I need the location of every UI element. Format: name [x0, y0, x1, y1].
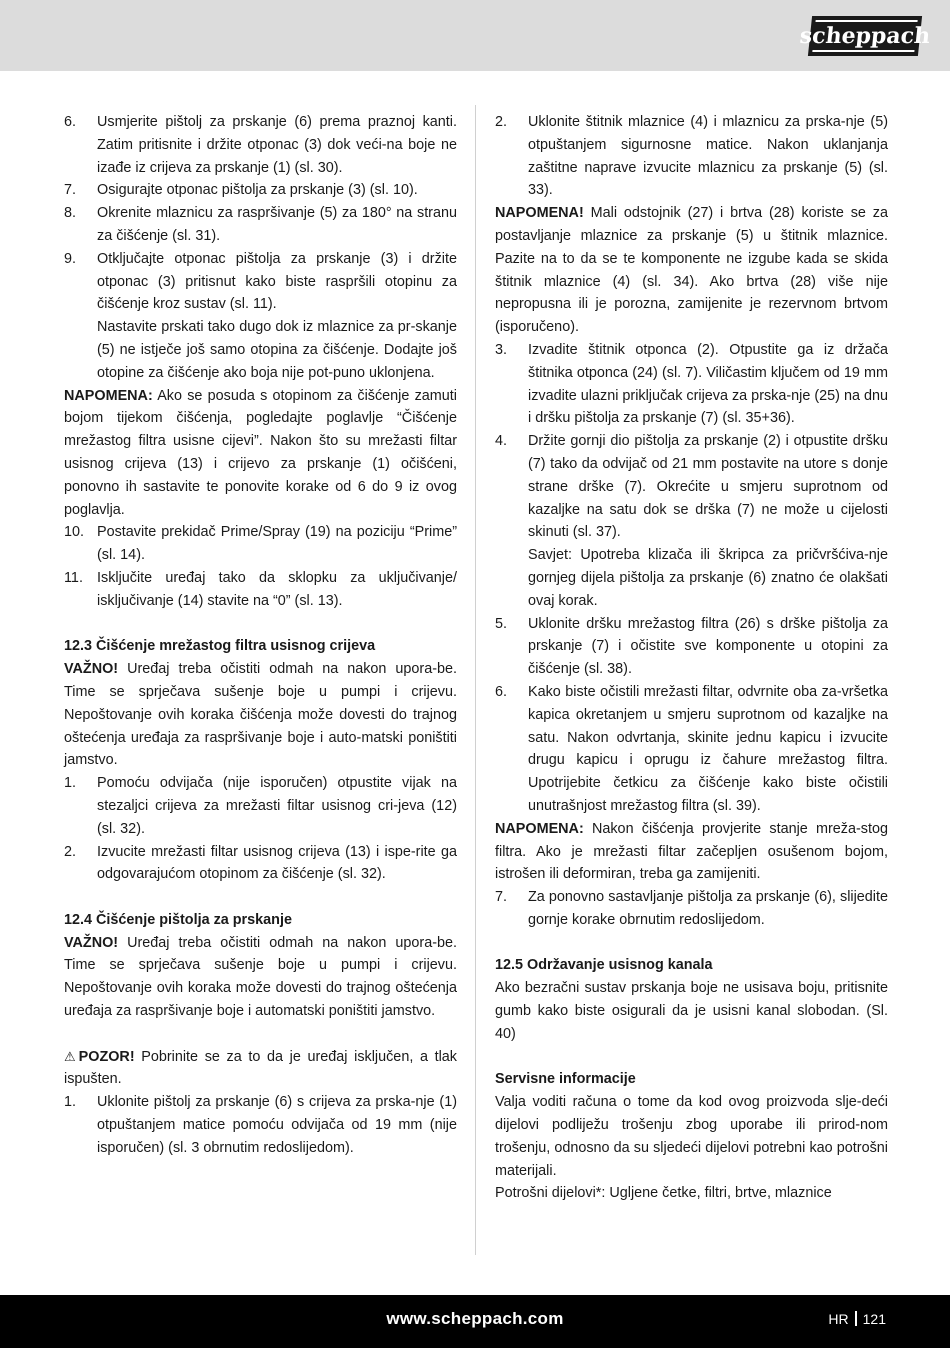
- important-paragraph: [64, 658, 457, 772]
- item-text: Otključajte otponac pištolja za prskanje (3) i držite otponac (3) pritisnut kako biste raspršili otopinu za čišćenje kroz sustav (sl. 11).: [97, 250, 457, 313]
- caution-paragraph: [64, 1046, 457, 1092]
- item-text: Uklonite dršku mrežastog filtra (26) s drške pištolja za prskanje (7) i očistite sve komponente u otopini za čišćenje (sl. 38).: [528, 615, 888, 678]
- item-number: 9.: [64, 250, 77, 267]
- note-text: Nakon čišćenja provjerite stanje mreža-stog filtra. Ako je mrežasti filtar začepljen osušenom bojom, istrošen ili deformiran, treba ga zamijeniti.: [495, 820, 888, 883]
- item-text: Isključite uređaj tako da sklopku za uključivanje/ isključivanje (14) stavite na “0” (sl. 13).: [97, 569, 457, 609]
- item-text: Držite gornji dio pištolja za prskanje (2) i otpustite dršku (7) tako da odvijač od 21 mm postavite na utore s donje strane drške (7). Okrećite u smjeru suprotnom od kazaljke na satu dok se drška (7) ne može u cijelosti skinuti (sl. 37).: [528, 433, 888, 541]
- item-number: 11.: [64, 569, 83, 586]
- consumables-paragraph: Potrošni dijelovi*: Ugljene četke, filtri, brtve, mlaznice: [495, 1185, 832, 1202]
- list-item: [64, 111, 457, 179]
- spacer: [64, 1023, 457, 1046]
- item-text: Okrenite mlaznicu za raspršivanje (5) za 180° na stranu za čišćenje (sl. 31).: [97, 205, 457, 244]
- item-text: Za ponovno sastavljanje pištolja za prskanje (6), slijedite gornje korake obrnutim redoslijedom.: [528, 889, 888, 928]
- list-item: [64, 1091, 457, 1159]
- intake-paragraph: Ako bezračni sustav prskanja boje ne usisava boju, pritisnite gumb kako biste osigurali da je usisni kanal slobodan. (Sl. 40): [495, 980, 888, 1042]
- list-item: [495, 430, 888, 544]
- header-band: [0, 0, 950, 71]
- section-heading-12-3: 12.3 Čišćenje mrežastog filtra usisnog crijeva: [64, 638, 376, 655]
- item-text: Izvucite mrežasti filtar usisnog crijeva (13) i ispe-rite ga odgovarajućom otopinom za čišćenje (sl. 32).: [97, 843, 457, 883]
- note-paragraph: [495, 202, 888, 339]
- left-column: [64, 111, 457, 1160]
- note-label: NAPOMENA:: [495, 820, 584, 837]
- important-label: VAŽNO!: [64, 934, 119, 951]
- list-item: [495, 111, 888, 202]
- important-text: Uređaj treba očistiti odmah na nakon upora-be. Time se sprječava sušenje boje u pumpi i crijevu. Nepoštovanje ovih koraka može dovesti do trajnog oštećenja uređaja za raspršivanje boje i automatski poništiti jamstvo.: [64, 934, 457, 1020]
- list-item: [64, 567, 457, 613]
- note-label: NAPOMENA:: [64, 387, 153, 404]
- footer-bar: [0, 1295, 950, 1348]
- caution-label: POZOR!: [78, 1048, 135, 1065]
- item-text: Kako biste očistili mrežasti filtar, odvrnite oba za-vršetka kapica okretanjem u smjeru suprotnom od kazaljke na satu. Nakon odvrtanja, skinite jednu kapicu i izvucite drugu kapicu i oprugu iz čahure mrežastog filtra. Upotrijebite četkicu za čišćenje kako biste očistili unutrašnjost mrežastog filtra (sl. 39).: [528, 683, 888, 814]
- website-url: www.scheppach.com: [386, 1309, 564, 1328]
- separator: [855, 1311, 857, 1326]
- warning-icon: ⚠: [64, 1048, 76, 1064]
- item-number: 7.: [64, 182, 77, 199]
- caution-text: Pobrinite se za to da je uređaj isključen, a tlak ispušten.: [64, 1048, 457, 1088]
- item-number: 2.: [495, 114, 508, 130]
- note-text: Ako se posuda s otopinom za čišćenje zamuti bojom tijekom čišćenja, pogledajte poglavlje “Čišćenje mrežastog filtra usisne cijevi”. Nakon što su mrežasti filtar usisnog crijeva (13) i crijevo za prskanje (1) očišćeni, ponovno ih sastavite te ponovite korake od 6 do 9 iz ovog poglavlja.: [64, 387, 457, 518]
- section-heading-12-5: 12.5 Održavanje usisnog kanala: [495, 957, 713, 974]
- spacer: [495, 1046, 888, 1069]
- section-heading-service: Servisne informacije: [495, 1071, 636, 1088]
- note-label: NAPOMENA!: [495, 205, 584, 222]
- item-text: Pomoću odvijača (nije isporučen) otpustite vijak na stezaljci crijeva za mrežasti filtar usisnog cri-jeva (12) (sl. 32).: [97, 775, 457, 837]
- list-item: [64, 202, 457, 248]
- spacer: [64, 886, 457, 909]
- item-9-continuation: Nastavite prskati tako dugo dok iz mlaznice za pr-skanje (5) ne istječe još samo otopina za čišćenje. Dodajte još otopine za čišćenje ako boja nije pot-puno uklonjena.: [97, 319, 457, 381]
- item-4-tip: Savjet: Upotreba klizača ili škripca za pričvršćiva-nje gornjeg dijela pištolja za prskanje (6) znatno će olakšati ovaj korak.: [528, 547, 888, 609]
- right-column: [495, 111, 888, 1205]
- list-item: [64, 841, 457, 887]
- important-text: Uređaj treba očistiti odmah na nakon upora-be. Time se sprječava sušenje boje u pumpi i crijevu. Nepoštovanje ovih koraka čišćenja može dovesti do trajnog oštećenja uređaja za raspršivanje boje i auto-matski poništiti jamstvo.: [64, 661, 457, 769]
- spacer: [64, 613, 457, 636]
- item-text: Uklonite pištolj za prskanje (6) s crijeva za prska-nje (1) otpuštanjem matice pomoću odvijača od 19 mm (nije isporučen) (sl. 3 obrnutim redoslijedom).: [97, 1094, 457, 1156]
- note-paragraph: [495, 818, 888, 886]
- item-number: 1.: [64, 775, 77, 792]
- language-code: HR: [828, 1311, 849, 1327]
- spacer: [495, 932, 888, 955]
- item-text: Izvadite štitnik otponca (2). Otpustite ga iz držača štitnika otponca (24) (sl. 7). Viličastim ključem od 19 mm izvadite ulazni priključak crijeva za prska-nje (25) na dnu i dršku pištolja za prskanje (7) (sl. 35+36).: [528, 341, 888, 427]
- important-paragraph: [64, 932, 457, 1023]
- list-item: [495, 339, 888, 430]
- item-text: Usmjerite pištolj za prskanje (6) prema praznoj kanti. Zatim pritisnite i držite otponac (3) dok veći-na boje ne izađe iz crijeva za prskanje (1) (sl. 30).: [97, 114, 457, 176]
- item-text: Uklonite štitnik mlaznice (4) i mlaznicu za prska-nje (5) otpuštanjem sigurnosne matice. Nakon uklanjanja zaštitne naprave izvucite mlaznicu za prskanje (5) (sl. 33).: [528, 114, 888, 199]
- page-info: [828, 1311, 886, 1327]
- list-item: [495, 886, 888, 932]
- column-divider: [475, 105, 476, 1255]
- item-number: 3.: [495, 341, 508, 358]
- list-item: [64, 179, 457, 202]
- important-label: VAŽNO!: [64, 661, 119, 678]
- service-paragraph: Valja voditi računa o tome da kod ovog proizvoda slje-deći dijelovi podliježu trošenju zbog uporabe ili prirod-nom trošenju, odnosno da su sljedeći dijelovi potrebni kao potrošni materijali.: [495, 1094, 888, 1179]
- item-text: Postavite prekidač Prime/Spray (19) na poziciju “Prime” (sl. 14).: [97, 524, 457, 564]
- item-number: 6.: [495, 683, 508, 700]
- item-number: 2.: [64, 843, 77, 860]
- item-number: 5.: [495, 615, 508, 632]
- item-number: 1.: [64, 1094, 77, 1111]
- note-text: Mali odstojnik (27) i brtva (28) koriste se za postavljanje mlaznice za prskanje (5) u štitnik mlaznice. Pazite na to da se te komponente ne izgube kada se skida štitnik mlaznice (4) (sl. 34). Ako brtva (28) više nije nepropusna ili je porozna, zamijenite je rezervnom brtvom (isporučeno).: [495, 205, 888, 336]
- brand-logo: scheppach: [808, 16, 922, 56]
- section-heading-12-4: 12.4 Čišćenje pištolja za prskanje: [64, 911, 292, 928]
- list-item: [495, 681, 888, 818]
- list-item: [64, 772, 457, 840]
- item-number: 8.: [64, 205, 77, 222]
- item-number: 10.: [64, 524, 85, 541]
- list-item: [495, 613, 888, 681]
- item-number: 6.: [64, 114, 77, 130]
- item-number: 7.: [495, 889, 508, 906]
- item-text: Osigurajte otponac pištolja za prskanje (3) (sl. 10).: [97, 182, 418, 199]
- list-item: [64, 248, 457, 316]
- list-item: [64, 521, 457, 567]
- page-number: 121: [862, 1311, 886, 1327]
- note-paragraph: [64, 385, 457, 522]
- item-number: 4.: [495, 433, 508, 450]
